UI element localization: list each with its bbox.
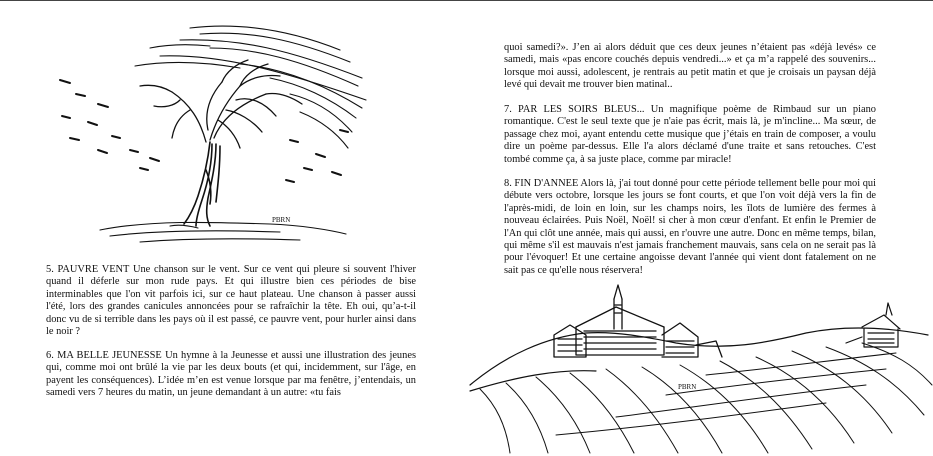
paragraph-8 (504, 178, 876, 277)
left-page (0, 0, 466, 456)
right-page (466, 0, 933, 456)
paragraph-6 (46, 350, 416, 400)
paragraph-number: 8. (504, 178, 512, 189)
paragraph-5 (46, 264, 416, 338)
hills (470, 328, 928, 391)
village-church (554, 285, 722, 357)
paragraph-text: Un magnifique poème de Rimbaud sur un piano romantique. C'est le seul texte que je n'aie pas écrit, mais là, je m'incline... Ma sœur, de passage chez moi, ayant entendu cette musique que j’étais en train de composer, a voulu dire un poème par-dessus. Elle l'a alors déclamé d'une traite et sans retouches. C'est tombé comme ça, à sa juste place, comme par miracle! (504, 104, 876, 165)
tree-branches (140, 60, 302, 148)
paragraph-title: PAUVRE VENT (57, 264, 130, 275)
paragraph-number: 6. (46, 350, 54, 361)
paragraph-number: 5. (46, 264, 54, 275)
tree-trunk (184, 142, 220, 226)
wind-streaks (135, 26, 366, 148)
paragraph-text: Alors là, j'ai tout donné pour cette période tellement belle pour moi qui débute vers octobre, lorsque les jours se font courts, et que l'on voit déjà vers la fin de l'après-midi, de loin en loin, sur les champs noirs, les îlots de lumière des fermes à nouveau éclairées. Puis Noël, Noël! si cher à mon cœur d'enfant. Et enfin le Premier de l'An qui clôt une année, mais qui aussi, en r'ouvre une autre. Donc en même temps, bilan, qui même s'il est mauvais n'est jamais franchement mauvais, sans cela on ne serait pas là pour l'évoquer! Et une certaine angoisse devant l'année qui vient dont fatalement on ne sait pas ce qu'elle nous réservera! (504, 178, 876, 276)
paragraph-text: Un hymne à la Jeunesse et aussi une illustration des jeunes qui, comme moi ont brûlé la vie par les deux bouts (et qui, incidemment, sur l'âge, en payent les conséquences). L’idée m’en est venue lorsque par ma fenêtre, j’entendais, un samedi vers 7 heures du matin, un jeune demandant à un autre: «tu fais (46, 350, 416, 399)
paragraph-title: FIN D'ANNEE (514, 178, 579, 189)
paragraph-text: quoi samedi?». J’en ai alors déduit que ces deux jeunes n’étaient pas «déjà levés» ce samedi, mais «pas encore couchés depuis vendredi...» et ça m’a rappelé des souvenirs... lorsque moi aussi, adolescent, je rentrais au petit matin et que je croisais un paysan déjà levé qui devait me trouver bien matinal.. (504, 42, 876, 91)
paragraph-title: PAR LES SOIRS BLEUS... (518, 104, 645, 115)
plowed-fields (480, 343, 932, 453)
paragraph-number: 7. (504, 104, 512, 115)
paragraph-title: MA BELLE JEUNESSE (57, 350, 162, 361)
ground (100, 222, 346, 242)
distant-farm (846, 303, 900, 347)
paragraph-7 (504, 104, 876, 166)
village-signature: PBRN (678, 383, 697, 391)
paragraph-text: Une chanson sur le vent. Sur ce vent qui pleure si souvent l'hiver quand il déferle sur mon rude pays. Et qui illustre bien ces périodes de bise interminables que l'on vit parfois ici, sur ce haut plateau. Une chanson à passer aussi l'été, lors des grandes canicules annoncées pour se rafraîchir la tête. Eh oui, qu’a-t-il donc vu de si terrible dans les pays où il est passé, ce pauvre vent, pour hurler ainsi dans le noir ? (46, 264, 416, 338)
paragraph-6-continuation (504, 42, 876, 92)
windblown-tree-illustration (40, 20, 370, 250)
village-landscape-illustration (466, 285, 933, 455)
blowing-leaves (60, 80, 348, 182)
tree-signature: PBRN (272, 216, 291, 224)
